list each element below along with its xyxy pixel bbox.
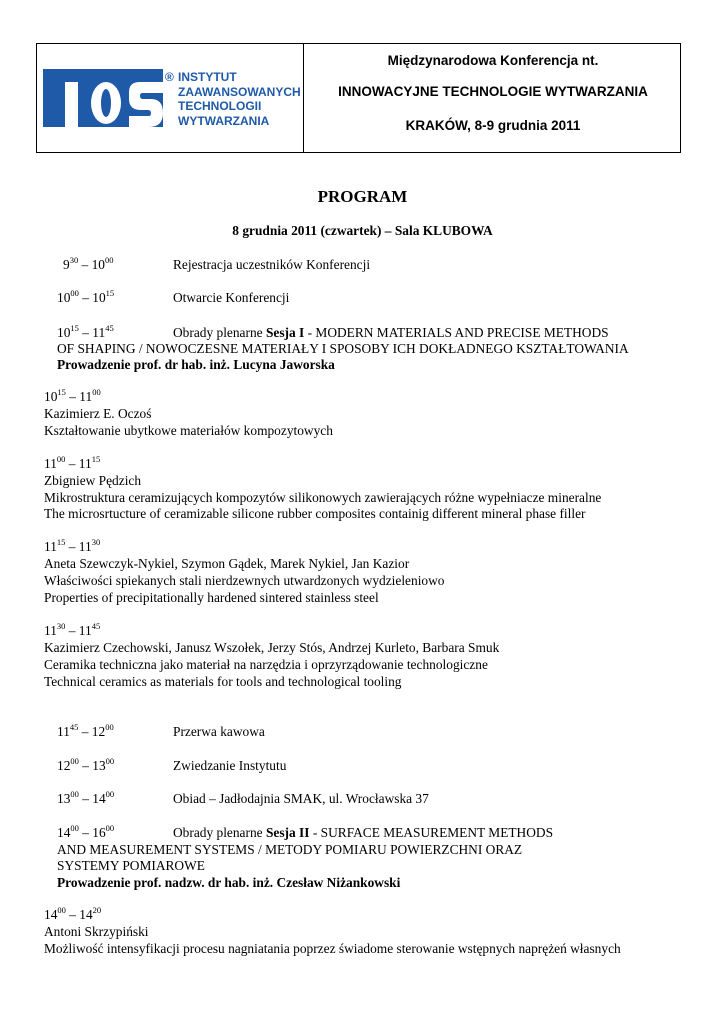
conference-header-box [36, 43, 681, 153]
time-end-hour: 14 [79, 907, 93, 922]
schedule-desc: Obiad – Jadłodajnia SMAK, ul. Wrocławska 37 [173, 791, 429, 806]
session-pre: Obrady plenarne [173, 325, 266, 340]
talk-title: Możliwość intensyfikacji procesu nagniatania poprzez świadome sterowanie wstępnych naprężeń własnych [44, 941, 621, 956]
time-start-hour: 10 [57, 290, 71, 305]
time-end-hour: 12 [91, 724, 106, 739]
session-topic: - SURFACE MEASUREMENT METHODS [309, 825, 554, 840]
session-label: Sesja I [265, 325, 305, 340]
talk-title-en: Properties of precipitationally hardened sintered stainless steel [44, 590, 379, 605]
session-pre: Obrady plenarne [173, 825, 266, 840]
schedule-time: $13^{00} - 14^{00}$ [57, 789, 115, 806]
institute-name [178, 70, 301, 128]
session-topic-cont: OF SHAPING / NOWOCZESNE MATERIAŁY I SPOSOBY ICH DOKŁADNEGO KSZTAŁTOWANIA [57, 341, 629, 356]
time-end-min: 45 [91, 621, 101, 631]
time-start-hour: 11 [44, 539, 57, 554]
talk-authors: Aneta Szewczyk-Nykiel, Szymon Gądek, Marek Nykiel, Jan Kazior [44, 556, 410, 571]
time-start-min: 30 [56, 621, 66, 631]
registered-mark: ® [165, 70, 174, 84]
program-day: 8 grudnia 2011 (czwartek) – Sala KLUBOWA [232, 223, 493, 238]
session-label: Sesja II [265, 825, 310, 840]
time-start-hour: 11 [44, 623, 57, 638]
time-start-min: 30 [69, 255, 79, 265]
talk-time: $10^{15} - 11^{00}$ [44, 387, 101, 404]
talk-title: Kształtowanie ubytkowe materiałów kompozytowych [44, 423, 333, 438]
conference-line-1: Międzynarodowa Konferencja nt. [387, 53, 599, 68]
time-end-hour: 14 [92, 791, 106, 806]
time-end-min: 00 [105, 722, 114, 732]
its-logo-icon [43, 69, 163, 127]
time-start-min: 00 [57, 905, 66, 915]
institute-line-2: ZAAWANSOWANYCH [178, 84, 301, 99]
talk-authors: Kazimierz E. Oczoś [44, 406, 152, 421]
talk-title-en: Technical ceramics as materials for tools and technological tooling [44, 674, 402, 689]
time-start-hour: 10 [57, 325, 71, 340]
time-start-hour: 10 [44, 389, 58, 404]
schedule-desc: Rejestracja uczestników Konferencji [173, 257, 371, 272]
conference-line-2: INNOWACYJNE TECHNOLOGIE WYTWARZANIA [338, 84, 648, 99]
schedule-time: $10^{15} - 11^{45}$ [57, 323, 114, 340]
talk-time: $11^{00} - 11^{15}$ [44, 454, 101, 471]
time-start-hour: 13 [57, 791, 71, 806]
talk-authors: Kazimierz Czechowski, Janusz Wszołek, Jerzy Stós, Andrzej Kurleto, Barbara Smuk [44, 640, 500, 655]
time-start-hour: 12 [57, 758, 71, 773]
time-end-hour: 10 [91, 257, 105, 272]
time-end-min: 15 [105, 288, 115, 298]
schedule-time: $14^{00} - 16^{00}$ [57, 823, 115, 840]
time-end-hour: 10 [92, 290, 106, 305]
time-start-min: 15 [57, 387, 66, 397]
time-end-hour: 11 [92, 325, 106, 340]
institute-line-4: WYTWARZANIA [178, 113, 270, 128]
talk-title: Mikrostruktura ceramizujących kompozytów silikonowych zawierających różne wypełniacze mineralne [44, 490, 602, 505]
time-start-min: 00 [70, 288, 79, 298]
talk-title-en: The microsrtucture of ceramizable silicone rubber composites containig different mineral phase filler [44, 506, 586, 521]
time-end-hour: 11 [78, 539, 92, 554]
institute-line-3: TECHNOLOGII [178, 99, 262, 113]
time-start-min: 15 [70, 323, 79, 333]
institute-line-1: INSTYTUT [178, 70, 237, 84]
time-start-hour: 9 [63, 257, 70, 272]
time-end-hour: 11 [79, 389, 93, 404]
schedule-time: $10^{00} - 10^{15}$ [57, 288, 115, 305]
time-end-hour: 11 [78, 623, 92, 638]
time-start-hour: 14 [44, 907, 58, 922]
time-start-min: 00 [70, 823, 79, 833]
schedule-desc: Zwiedzanie Instytutu [173, 758, 287, 773]
session-chair: Prowadzenie prof. nadzw. dr hab. inż. Czesław Niżankowski [57, 875, 401, 890]
schedule-time: $9^{30} - 10^{00}$ [63, 255, 114, 272]
time-end-min: 20 [92, 905, 102, 915]
talk-time: $11^{30} - 11^{45}$ [44, 621, 101, 638]
time-end-min: 30 [91, 537, 101, 547]
schedule-time: $11^{45} - 12^{00}$ [57, 722, 114, 739]
talk-time: $14^{00} - 14^{20}$ [44, 905, 102, 922]
session-topic-cont-2: SYSTEMY POMIAROWE [57, 858, 205, 873]
time-start-hour: 11 [57, 724, 70, 739]
schedule-desc: Otwarcie Konferencji [173, 290, 290, 305]
time-end-min: 15 [91, 454, 101, 464]
time-end-min: 00 [105, 823, 115, 833]
time-end-min: 00 [105, 789, 115, 799]
time-end-min: 00 [92, 387, 101, 397]
time-start-hour: 11 [44, 456, 57, 471]
time-end-hour: 16 [92, 825, 106, 840]
time-end-min: 45 [105, 323, 114, 333]
session-1-heading [173, 325, 609, 341]
time-end-min: 00 [105, 756, 115, 766]
talk-title: Właściwości spiekanych stali nierdzewnych utwardzonych wydzieleniowo [44, 573, 445, 588]
time-end-min: 00 [104, 255, 114, 265]
schedule-desc: Przerwa kawowa [173, 724, 265, 739]
talk-time: $11^{15} - 11^{30}$ [44, 537, 101, 554]
program-title: PROGRAM [317, 187, 408, 206]
time-start-hour: 14 [57, 825, 71, 840]
time-start-min: 45 [69, 722, 79, 732]
time-end-hour: 11 [78, 456, 92, 471]
session-2-heading [173, 825, 553, 841]
talk-authors: Antoni Skrzypiński [44, 924, 149, 939]
time-end-hour: 13 [92, 758, 106, 773]
talk-title: Ceramika techniczna jako materiał na narzędzia i oprzyrządowanie technologiczne [44, 657, 488, 672]
conference-line-3: KRAKÓW, 8-9 grudnia 2011 [405, 118, 581, 133]
time-start-min: 00 [70, 756, 79, 766]
schedule-time: $12^{00} - 13^{00}$ [57, 756, 115, 773]
talk-authors: Zbigniew Pędzich [44, 473, 142, 488]
time-start-min: 15 [56, 537, 66, 547]
time-start-min: 00 [70, 789, 79, 799]
time-start-min: 00 [56, 454, 66, 464]
session-chair: Prowadzenie prof. dr hab. inż. Lucyna Jaworska [57, 357, 335, 372]
session-topic: - MODERN MATERIALS AND PRECISE METHODS [304, 325, 609, 340]
session-topic-cont: AND MEASUREMENT SYSTEMS / METODY POMIARU POWIERZCHNI ORAZ [57, 842, 523, 857]
